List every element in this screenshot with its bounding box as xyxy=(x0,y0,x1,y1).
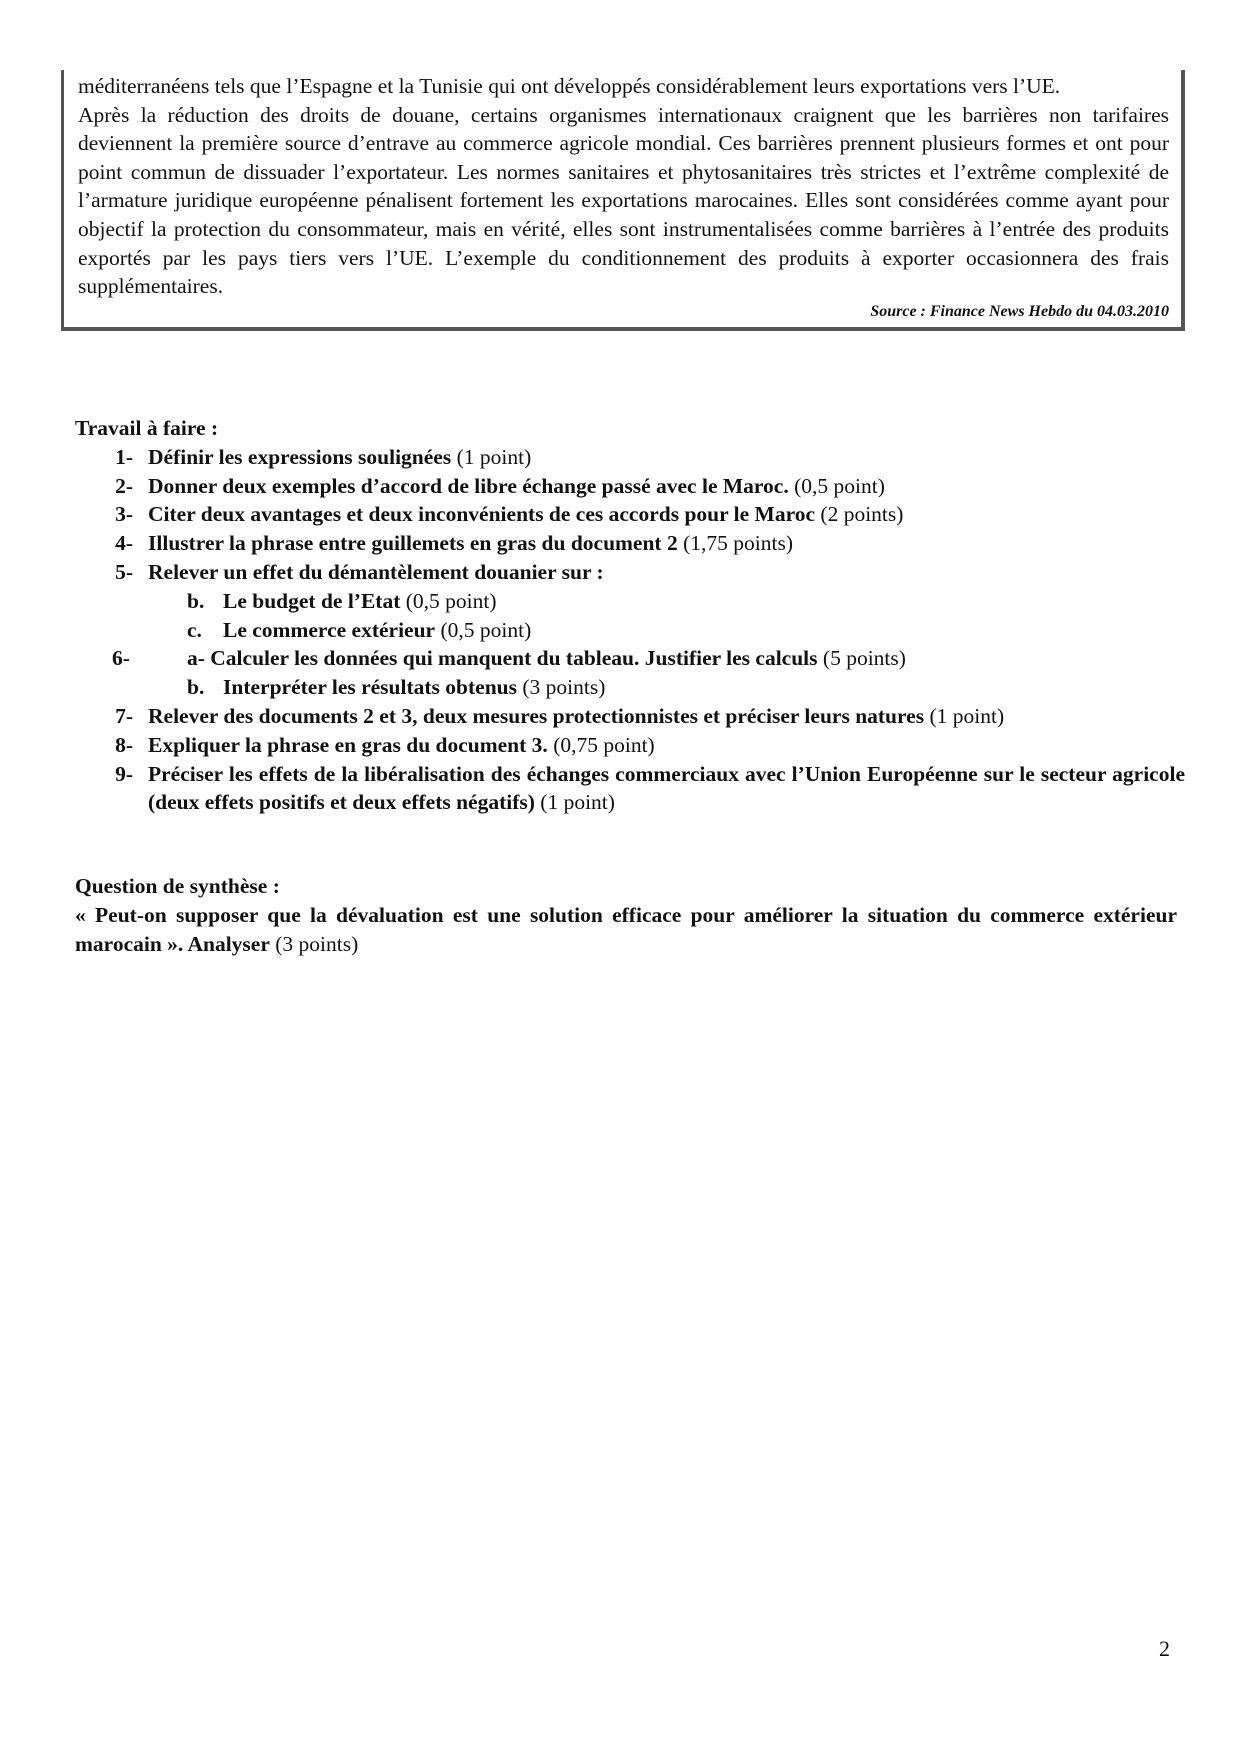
question-number: 6- xyxy=(112,646,130,671)
question-5-sub-c xyxy=(75,616,1185,645)
question-1 xyxy=(75,443,1185,472)
question-number: 2- xyxy=(115,473,133,498)
question-points: (1 point) xyxy=(451,444,532,469)
sub-question-text: Le commerce extérieur xyxy=(223,617,436,642)
question-points: (2 points) xyxy=(815,502,904,527)
question-6 xyxy=(75,644,1185,673)
question-9 xyxy=(75,760,1185,818)
document-paragraph-1: méditerranéens tels que l’Espagne et la Tunisie qui ont développés considérablement leurs exportations vers l’UE. xyxy=(78,74,1061,98)
sub-question-letter: c. xyxy=(187,617,202,642)
question-5 xyxy=(75,558,1185,587)
question-number: 7- xyxy=(115,703,133,728)
sub-question-points: (0,5 point) xyxy=(400,588,497,613)
question-5-sub-b xyxy=(75,587,1185,616)
question-points: (1 point) xyxy=(924,703,1005,728)
question-text: Préciser les effets de la libéralisation des échanges commerciaux avec l’Union Européenne sur le secteur agricole (deux effets positifs et deux effets négatifs) xyxy=(148,761,1185,815)
question-text: Donner deux exemples d’accord de libre échange passé avec le Maroc. xyxy=(148,473,789,498)
question-number: 1- xyxy=(115,444,133,469)
question-4 xyxy=(75,529,1185,558)
question-text: Définir les expressions soulignées xyxy=(148,444,452,469)
question-points: (1 point) xyxy=(534,790,615,815)
question-text: Relever des documents 2 et 3, deux mesures protectionnistes et préciser leurs natures xyxy=(148,703,925,728)
page-number: 2 xyxy=(1159,1636,1170,1661)
question-text: Expliquer la phrase en gras du document 3. xyxy=(148,732,548,757)
question-text: Relever un effet du démantèlement douanier sur : xyxy=(148,559,604,584)
sub-question-letter: b. xyxy=(187,675,205,700)
synthesis-title: Question de synthèse : xyxy=(75,874,280,898)
question-number: 5- xyxy=(115,559,133,584)
sub-question-letter: b. xyxy=(187,588,205,613)
work-section xyxy=(75,414,1185,817)
question-text: Citer deux avantages et deux inconvénients de ces accords pour le Maroc xyxy=(148,502,816,527)
document-paragraph-2: Après la réduction des droits de douane, certains organismes internationaux craignent que les barrières non tarifaires deviennent la première source d’entrave au commerce agricole mondial. Ces barrières prennent plusieurs formes et ont pour point commun de dissuader l’exportateur. Les normes sanitaires et phytosanitaires très strictes et l’extrême complexité de l’armature juridique européenne pénalisent fortement les exportations marocaines. Elles sont considérées comme ayant pour objectif la protection du consommateur, mais en vérité, elles sont instrumentalisées comme barrières à l’entrée des produits exportés par les pays tiers vers l’UE. L’exemple du conditionnement des produits à exporter occasionnera des frais supplémentaires. xyxy=(78,102,1169,299)
synthesis-question: « Peut-on supposer que la dévaluation est une solution efficace pour améliorer la situation du commerce extérieur marocain ». Analyser xyxy=(75,902,1177,956)
question-text: Illustrer la phrase entre guillemets en gras du document 2 xyxy=(148,531,678,556)
sub-question-text: Le budget de l’Etat xyxy=(223,588,401,613)
question-8 xyxy=(75,731,1185,760)
sub-question-points: (0,5 point) xyxy=(435,617,532,642)
sub-question-text: a- Calculer les données qui manquent du tableau. Justifier les calculs xyxy=(187,646,818,671)
question-7 xyxy=(75,702,1185,731)
document-box xyxy=(61,70,1185,331)
question-points: (0,75 point) xyxy=(547,732,655,757)
sub-question-text: Interpréter les résultats obtenus xyxy=(223,675,517,700)
document-source: Source : Finance News Hebdo du 04.03.2010 xyxy=(870,302,1169,320)
sub-question-points: (5 points) xyxy=(817,646,906,671)
question-number: 4- xyxy=(115,531,133,556)
synthesis-points: (3 points) xyxy=(269,931,359,956)
question-number: 9- xyxy=(115,761,133,786)
question-6-sub-b xyxy=(75,673,1185,702)
question-2 xyxy=(75,472,1185,501)
question-number: 8- xyxy=(115,732,133,757)
question-points: (1,75 points) xyxy=(677,531,793,556)
work-title: Travail à faire : xyxy=(75,416,219,440)
synthesis-section xyxy=(75,872,1177,958)
sub-question-points: (3 points) xyxy=(517,675,606,700)
question-3 xyxy=(75,500,1185,529)
question-number: 3- xyxy=(115,502,133,527)
question-points: (0,5 point) xyxy=(788,473,885,498)
